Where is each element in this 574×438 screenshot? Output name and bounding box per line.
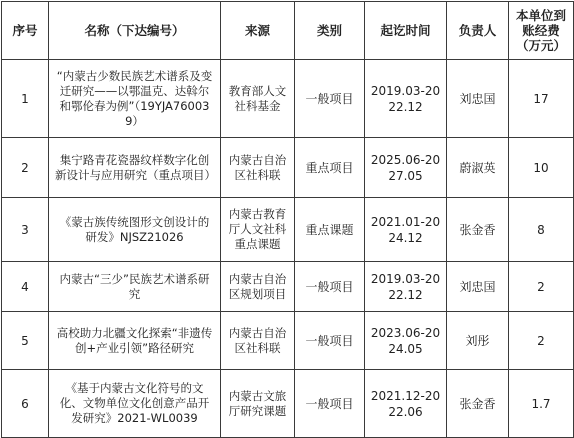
cell-category: 一般项目: [295, 60, 365, 138]
cell-lead: 张金香: [447, 370, 509, 438]
cell-name: 高校助力北疆文化探索“非遗传 创+产业引领”路径研究: [49, 312, 221, 370]
header-funding: [509, 2, 574, 60]
cell-index: 2: [2, 138, 49, 198]
cell-funding: 17: [509, 60, 574, 138]
table-row: [2, 370, 574, 438]
project-table: [1, 1, 574, 438]
cell-period: 2021.12-2022.06: [365, 370, 447, 438]
cell-funding: 2: [509, 262, 574, 312]
cell-source: 内蒙古自治区社科联: [221, 312, 295, 370]
cell-lead: 蔚淑英: [447, 138, 509, 198]
cell-source: 内蒙古教育厅人文社科重点课题: [221, 198, 295, 262]
cell-funding: 10: [509, 138, 574, 198]
header-lead: 负责人: [447, 2, 509, 60]
cell-period: 2019.03-2022.12: [365, 262, 447, 312]
cell-source: 教育部人文社科基金: [221, 60, 295, 138]
cell-source: 内蒙古文旅厅研究课题: [221, 370, 295, 438]
table-row: [2, 312, 574, 370]
cell-name: 集宁路青花瓷器纹样数字化创新设计与应用研究（重点项目）: [49, 138, 221, 198]
cell-funding: 8: [509, 198, 574, 262]
cell-period: 2023.06-2024.05: [365, 312, 447, 370]
cell-funding: 2: [509, 312, 574, 370]
cell-index: 3: [2, 198, 49, 262]
header-source: 来源: [221, 2, 295, 60]
header-index: 序号: [2, 2, 49, 60]
cell-name: 内蒙古“三少”民族艺术谱系研究: [49, 262, 221, 312]
header-name: 名称（下达编号）: [49, 2, 221, 60]
cell-index: 1: [2, 60, 49, 138]
header-category: 类别: [295, 2, 365, 60]
header-period: 起讫时间: [365, 2, 447, 60]
cell-category: 一般项目: [295, 312, 365, 370]
header-funding-line1: 本单位到: [515, 8, 566, 23]
cell-name: “内蒙古少数民族艺术谱系及变迁研究——以鄂温克、达斡尔和鄂伦春为例”（19YJA760039）: [49, 60, 221, 138]
header-funding-line3: （万元）: [515, 38, 566, 53]
cell-period: 2019.03-2022.12: [365, 60, 447, 138]
cell-category: 一般项目: [295, 370, 365, 438]
cell-lead: 张金香: [447, 198, 509, 262]
cell-source: 内蒙古自治区规划项目: [221, 262, 295, 312]
cell-funding: 1.7: [509, 370, 574, 438]
table-row: [2, 198, 574, 262]
cell-lead: 刘忠国: [447, 262, 509, 312]
cell-index: 4: [2, 262, 49, 312]
header-funding-line2: 账经费: [522, 23, 560, 38]
cell-category: 重点项目: [295, 138, 365, 198]
cell-category: 重点课题: [295, 198, 365, 262]
cell-index: 6: [2, 370, 49, 438]
cell-source: 内蒙古自治区社科联: [221, 138, 295, 198]
cell-index: 5: [2, 312, 49, 370]
table-row: [2, 262, 574, 312]
cell-period: 2025.06-2027.05: [365, 138, 447, 198]
cell-category: 一般项目: [295, 262, 365, 312]
cell-name: 《蒙古族传统图形文创设计的研发》NJSZ21026: [49, 198, 221, 262]
table-row: [2, 60, 574, 138]
table-row: [2, 138, 574, 198]
cell-name: 《基于内蒙古文化符号的文化、文物单位文化创意产品开发研究》2021-WL0039: [49, 370, 221, 438]
cell-lead: 刘忠国: [447, 60, 509, 138]
cell-lead: 刘彤: [447, 312, 509, 370]
table-header-row: [2, 2, 574, 60]
cell-period: 2021.01-2024.12: [365, 198, 447, 262]
